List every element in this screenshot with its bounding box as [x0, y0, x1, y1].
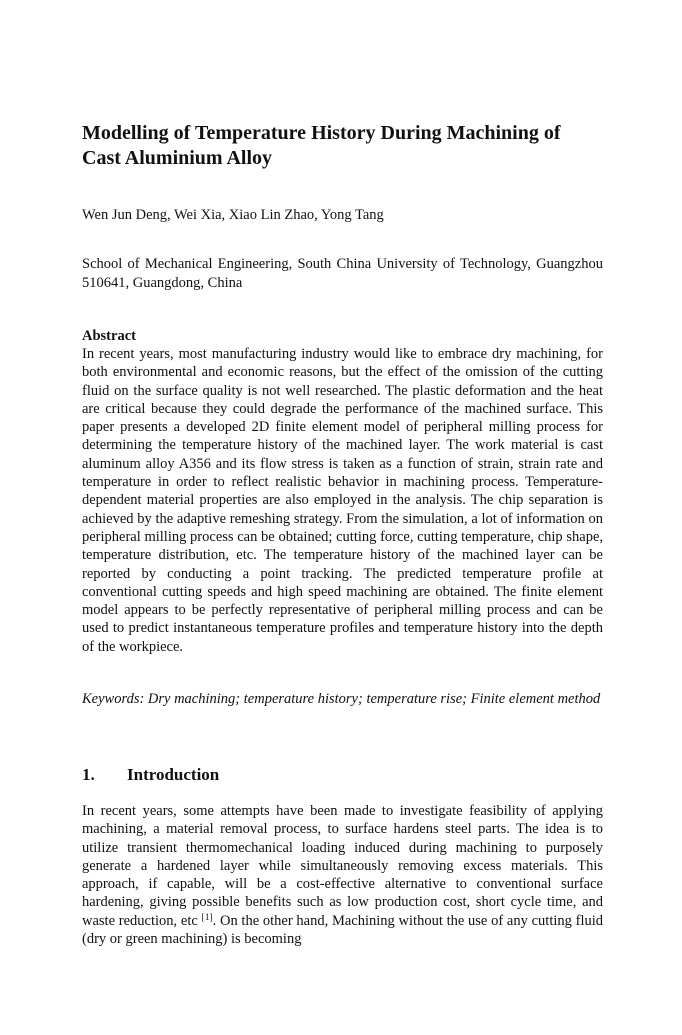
- section-title: Introduction: [127, 765, 220, 784]
- author-list: Wen Jun Deng, Wei Xia, Xiao Lin Zhao, Yong Tang: [82, 207, 384, 223]
- citation-reference[interactable]: [1]: [201, 912, 213, 923]
- section-number: 1.: [82, 765, 95, 784]
- author-affiliation: School of Mechanical Engineering, South China University of Technology, Guangzhou 510641, Guangdong, China: [82, 256, 603, 291]
- section-heading-introduction: [82, 764, 219, 786]
- keywords: Keywords: Dry machining; temperature history; temperature rise; Finite element method: [82, 691, 601, 707]
- intro-text-part-1: In recent years, some attempts have been made to investigate feasibility of applying machining, a material removal process, to surface hardens steel parts. The idea is to utilize transient thermomechanical loading induced during machining to purposely generate a hardened layer while simultaneously removing excess materials. This approach, if capable, will be a cost-effective alternative to conventional surface hardening, giving possible benefits such as low production cost, short cycle time, and waste reduction, etc: [82, 803, 603, 929]
- intro-text-part-2: . On the other hand, Machining without the use of any cutting fluid (dry or green machining) is becoming: [82, 912, 604, 948]
- paper-title: Modelling of Temperature History During Machining of Cast Aluminium Alloy: [82, 122, 561, 169]
- abstract-text: In recent years, most manufacturing industry would like to embrace dry machining, for both environmental and economic reasons, but the effect of the omission of the cutting fluid on the surface quality is not well researched. The plastic deformation and the heat are critical because they could degrade the performance of the machined surface. This paper presents a developed 2D finite element model of peripheral milling process for determining the temperature history of the machined layer. The work material is cast aluminum alloy A356 and its flow stress is taken as a function of strain, strain rate and temperature in order to reflect realistic behavior in machining process. Temperature-dependent material properties are also employed in the analysis. The chip separation is achieved by the adaptive remeshing strategy. From the simulation, a lot of information on peripheral milling process can be obtained; cutting force, cutting temperature, chip shape, temperature distribution, etc. The temperature history of the machined layer can be reported by conducting a point tracking. The predicted temperature profile at conventional cutting speeds and high speed machining are obtained. The finite element model appears to be perfectly representative of peripheral milling process and can be used to predict instantaneous temperature profiles and temperature history into the depth of the workpiece.: [82, 346, 603, 655]
- abstract-heading: Abstract: [82, 328, 136, 344]
- introduction-paragraph: [82, 802, 603, 948]
